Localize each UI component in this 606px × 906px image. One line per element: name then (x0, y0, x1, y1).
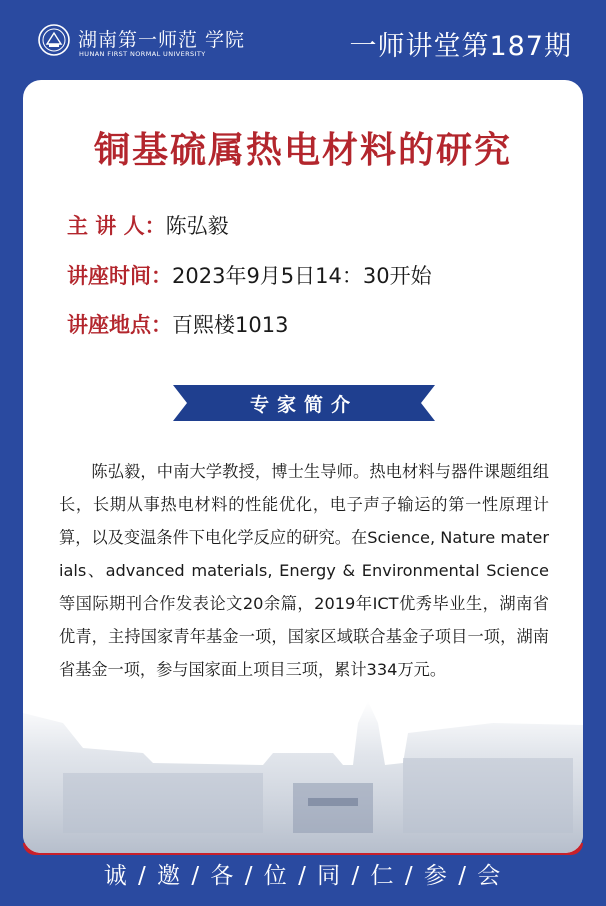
expert-bio: 陈弘毅，中南大学教授，博士生导师。热电材料与器件课题组组长，长期从事热电材料的性能优化，电子声子输运的第一性原理计算，以及变温条件下电化学反应的研究。在Science, Nature materials、advanced materials, Energy & Environmental Science 等国际期刊合作发表论文20余篇，2019年ICT优秀毕业生，湖南省优青，主持国家青年基金一项，国家区域联合基金子项目一项，湖南省基金一项，参与国家面上项目三项，累计334万元。 (59, 462, 549, 679)
content-card (23, 80, 583, 853)
lecture-title: 铜基硫属热电材料的研究 (93, 130, 512, 171)
invitation-footer: 诚 / 邀 / 各 / 位 / 同 / 仁 / 参 / 会 (103, 863, 503, 889)
location-label: 讲座地点： (67, 313, 172, 337)
time-row (67, 260, 432, 290)
lecture-location: 百熙楼1013 (172, 313, 289, 337)
speaker-name: 陈弘毅 (165, 214, 229, 238)
school-name-en: HUNAN FIRST NORMAL UNIVERSITY (79, 50, 206, 58)
school-name-cn: 湖南第一师范 学院 (78, 29, 246, 51)
expert-section-banner (173, 385, 435, 421)
lecture-time: 2023年9月5日14：30开始 (172, 264, 432, 288)
series-title: 一师讲堂第187期 (349, 31, 572, 62)
location-row (67, 309, 288, 339)
time-label: 讲座时间： (67, 264, 172, 288)
expert-section-title: 专家简介 (249, 394, 358, 416)
school-seal-icon (38, 24, 70, 56)
poster-header (0, 0, 606, 80)
speaker-label: 主 讲 人： (67, 214, 166, 238)
speaker-row (67, 210, 229, 240)
